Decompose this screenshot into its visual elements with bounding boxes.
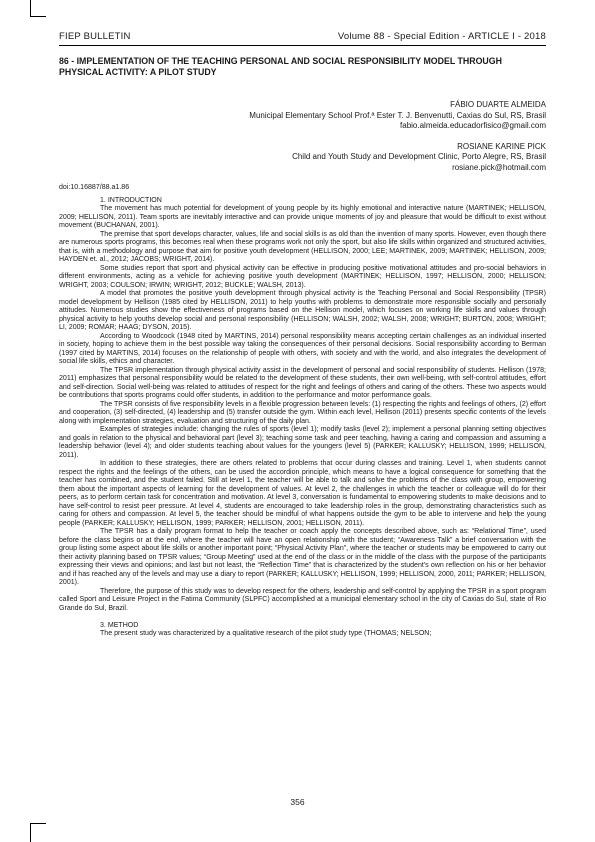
paragraph: The TPSR consists of five responsibility levels in a flexible progression between levels: (1) respecting the rights and feelings of others, (2) effort and cooperation, (3) self-directed, (4) leadership and (5) transfer outside the gym. Within each level, Hellison (2011) presents specific contents of the levels along with implementation strategies, evaluation and structuring of the daily plan. — [59, 400, 546, 425]
author-2 — [59, 142, 546, 174]
running-header — [59, 28, 546, 43]
crop-mark-bottom-left-vertical — [30, 823, 31, 842]
author-block — [59, 100, 546, 174]
paragraph: The TPSR implementation through physical activity assist in the development of personal and social responsibility of students. Hellison (1978; 2011) emphasizes that personal responsibility would be related to the development of these students, their own well-being, with self-control attitudes, effort and self-direction. Social well-being was related to attitudes of respect for the right and feelings of others and caring of the others. These two aspects would be contributions that sports programs could offer students, in addition to the performance and motor performance goals. — [59, 366, 546, 399]
section-heading-method: 3. METHOD — [100, 621, 139, 629]
author-name: ROSIANE KARINE PICK — [457, 141, 546, 151]
crop-mark-bottom-left-horizontal — [30, 823, 46, 824]
author-affiliation: Municipal Elementary School Prof.ª Ester T. J. Benvenutti, Caxias do Sul, RS, Brasil — [249, 110, 546, 120]
author-email: rosiane.pick@hotmail.com — [452, 162, 546, 172]
article-title: 86 - IMPLEMENTATION OF THE TEACHING PERSONAL AND SOCIAL RESPONSIBILITY MODEL THROUGH PHYSICAL ACTIVITY: A PILOT STUDY — [59, 56, 502, 77]
paragraph: The TPSR has a daily program format to help the teacher or coach apply the concepts described above, such as: “Relational Time”, used before the class begins or at the end, where the teacher will have an open relationship with the student; “Awareness Talk” a brief conversation with the group listing some aspect about life skills or another important point; “Physical Activity Plan”, where the teacher or students may be empowered to carry out their activity planning based on TPSR values; “Group Meeting” used at the end of the class or in the middle of the class with the purpose of the participants expressing their views and opinions; and last but not least, the “Reflection Time” that is characterized by the student's own reflection on his or her behavior and if has reached any of the levels and may use a diary to report (PARKER; KALLUSKY; HELLISON, 1999; HELLISON, 2000, 2011; PARKER; HELLISON, 2001). — [59, 528, 546, 586]
doi: doi:10.16887/88.a1.86 — [59, 184, 130, 191]
edition-info: Volume 88 - Special Edition - ARTICLE I - 2018 — [337, 31, 546, 42]
author-1 — [59, 100, 546, 132]
paragraph: Some studies report that sport and physical activity can be effective in producing positive motivational attitudes and pro-social behaviors in different environments, acting as a vehicle for achieving positive youth development (MARTINEK; HELLISON, 1997; HELLISON, 2000; HELLISON; WRIGHT, 2003; COULSON; IRWIN; WRIGHT, 2012; BUCKLE; WALSH, 2013). — [59, 264, 546, 289]
journal-name: FIEP BULLETIN — [59, 31, 131, 42]
page-number: 356 — [290, 797, 305, 807]
paragraph: Therefore, the purpose of this study was to develop respect for the others, leadership and self-control by applying the TPSR in a sport program called Sport and Leisure Project in the Fatima Community (SLPFC) accomplished at a municipal elementary school in the city of Caxias do Sul, state of Rio Grande do Sul, Brazil. — [59, 587, 546, 612]
paragraph: A model that promotes the positive youth development through physical activity is the Teaching Personal and Social Responsibility (TPSR) model development by Hellison (1985 cited by HELLISON, 2011) to help youths with problems to demonstrate more responsible socially and personally attitudes. Numerous studies show the effectiveness of programs based on the Hellison model, which focuses on working life skills and values through physical activity to help youths develop social and personal responsibility (HELLISON; WALSH, 2002; WALSH, 2008; WRIGHT; BURTON, 2008; WRIGHT; LI, 2009; ROMAR; HAAG; DYSON, 2015). — [59, 290, 546, 331]
article-body — [59, 184, 546, 639]
paragraph: The premise that sport develops character, values, life and social skills is as old than the invention of many sports. However, even though there are numerous sports programs, this becomes real when these programs work not only the sport, but also life skills within organized and structured activities, that is, with a methodology and purpose that aim for positive youth development (HELLISON, 2000; LEE; MARTINEK, 2009; MARTINEK; HELLISON, 2009; HAYDEN et. al., 2012; JACOBS; WRIGHT, 2014). — [59, 230, 546, 263]
crop-mark-top-left-horizontal — [30, 16, 46, 17]
paragraph: The present study was characterized by a qualitative research of the pilot study type (THOMAS; NELSON; — [100, 630, 432, 637]
paragraph: The movement has much potential for development of young people by its highly emotional and interactive nature (MARTINEK; HELLISON, 2009; HELLISON, 2011). Team sports are inevitably interactive and can provide unique moments of joy and pleasure that would be difficult to exist without movement (BUCHANAN, 2001). — [59, 205, 546, 229]
paragraph: Examples of strategies include: changing the rules of sports (level 1); modify tasks (level 2); implement a personal planning setting objectives and goals in relation to the physical and behavioral part (level 3); teaching some task and peer teaching, having a caring and compassion and assuming a leadership behavior (level 4); and older students teaching about values for the youngers (level 5) (PARKER; KALLUSKY; HELLISON, 1999; HELLISON, 2011). — [59, 426, 546, 459]
author-name: FÁBIO DUARTE ALMEIDA — [450, 100, 546, 109]
section-spacer — [59, 613, 546, 622]
paragraph: In addition to these strategies, there are others related to problems that occur during classes and training. Level 1, when students cannot respect the rights and the feelings of the others, can be used the accordion principle, which means to have a logical consequence for something that the teacher has combined, and the student failed. Still at level 1, the teacher will be able to talk and solve the problems of the class with group, empowering them about the important aspects of learning for the development of values. At level 2, the challenges in which the teacher or colleague will do for their peers, as to perform certain task for concentration and motivation. At level 3, conversation is fundamental to empowering students to make decisions and to have self-control to resist peer pressure. At level 4, students are encouraged to take leadership roles in the group, demonstrating characteristics such as caring for others and compassion. At level 5, the teacher should be mindful of what happens outside the gym to be able to intervene and help the young people (PARKER; KALLUSKY; HELLISON, 1999; PARKER; HELLISON, 2001; HELLISON, 2011). — [59, 460, 546, 527]
paragraph: According to Woodcock (1948 cited by MARTINS, 2014) personal responsibility means accepting certain challenges as an individual inserted in society, hoping to achieve them in the best possible way taking the consequences of their personal decisions. Social responsibility according to Berman (1997 cited by MARTINS, 2014) focuses on the relationship of people with others, with society and with the world, and also integrates the development of social life skills, ethics and character. — [59, 332, 546, 365]
crop-mark-top-left-vertical — [30, 0, 31, 16]
header-rule — [59, 45, 546, 46]
author-email: fabio.almeida.educadorfisico@gmail.com — [400, 121, 546, 131]
author-affiliation: Child and Youth Study and Development Clinic, Porto Alegre, RS, Brasil — [292, 152, 546, 162]
section-heading-introduction: 1. INTRODUCTION — [100, 196, 162, 204]
